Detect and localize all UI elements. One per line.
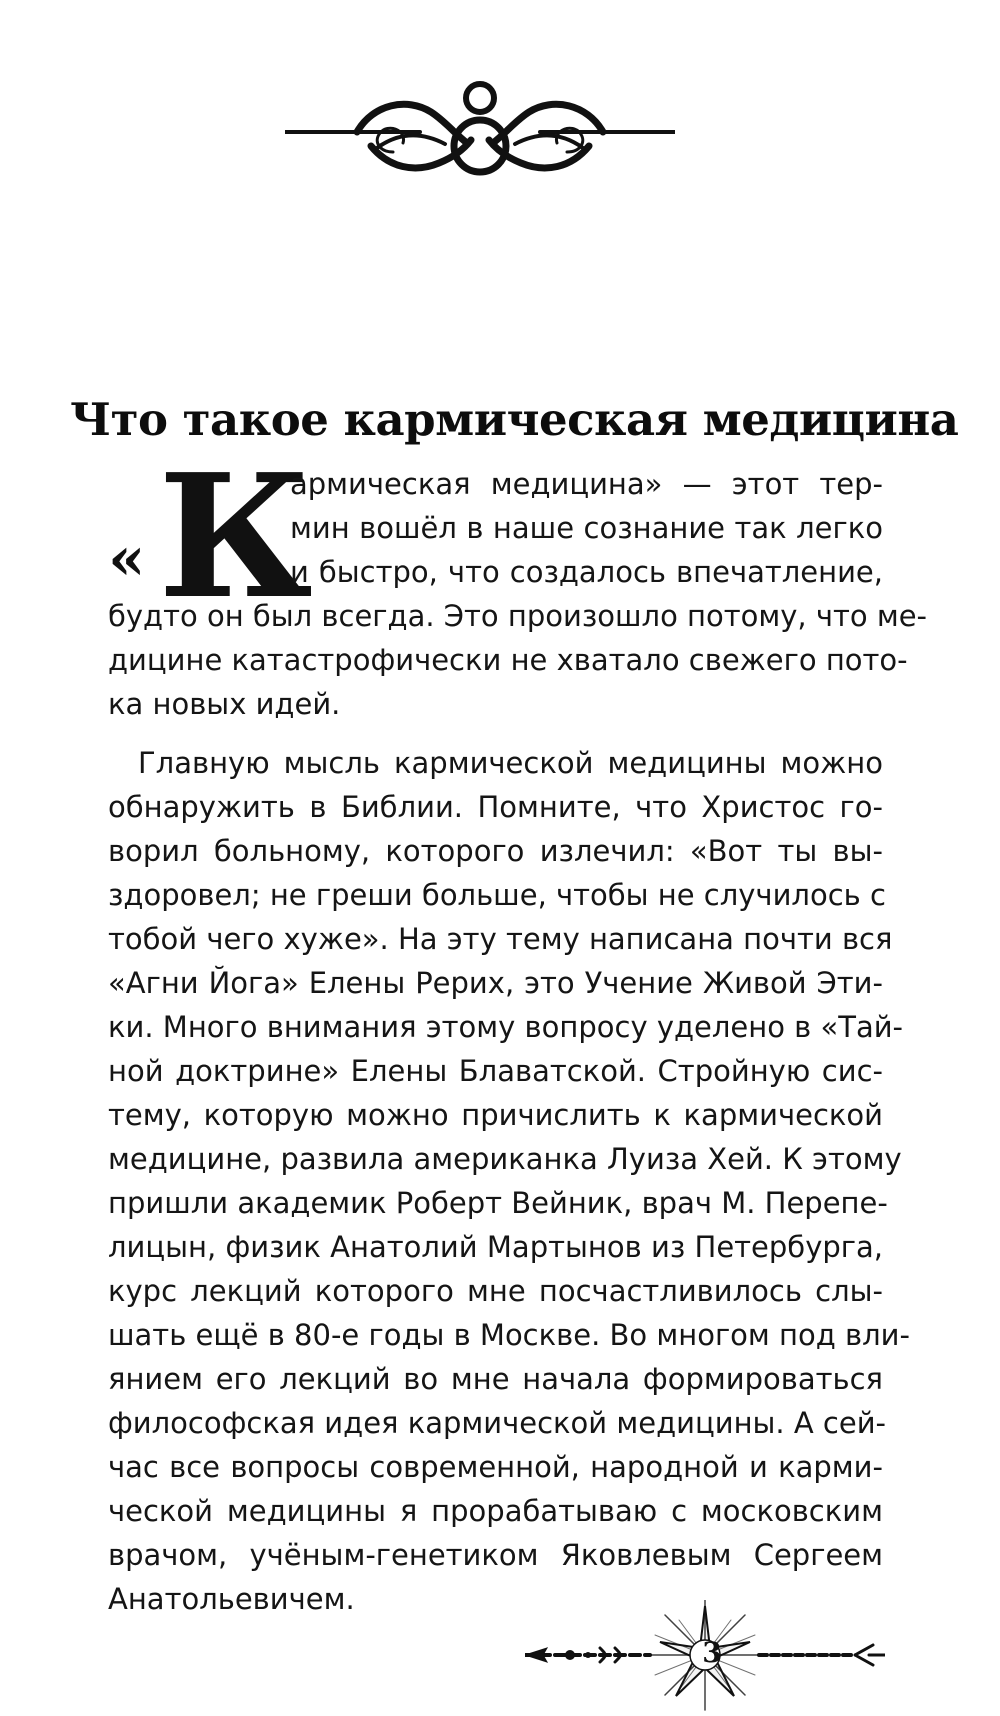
body-line: будто он был всегда. Это произошло потому, что ме- [108,599,928,633]
body-line: мин вошёл в наше сознание так легко [290,511,883,545]
body-line: час все вопросы современной, народной и карми- [108,1450,883,1484]
body-line: курс лекций которого мне посчастливилось слы- [108,1274,883,1308]
body-line: пришли академик Роберт Вейник, врач М. Перепе- [108,1186,888,1220]
body-line: шать ещё в 80-е годы в Москве. Во многом под вли- [108,1318,910,1352]
body-line: дицине катастрофически не хватало свежего пото- [108,643,908,677]
opening-quote: « [108,524,146,594]
drop-cap [108,437,313,637]
body-line: обнаружить в Библии. Помните, что Христос го- [108,790,883,824]
page-title: Что такое кармическая медицина [70,393,959,446]
page-number: 3 [702,1636,722,1669]
body-line: Анатольевичем. [108,1582,355,1616]
body-line: ческой медицины я прорабатываю с московским [108,1494,883,1528]
body-line: янием его лекций во мне начала формироваться [108,1362,883,1396]
body-line: ной доктрине» Елены Блаватской. Стройную сис- [108,1054,883,1088]
body-line: здоровел; не греши больше, чтобы не случилось с [108,878,886,912]
body-line: ка новых идей. [108,687,341,721]
drop-cap-letter: К [158,437,313,637]
body-line: ки. Много внимания этому вопросу уделено в «Тай- [108,1010,904,1044]
body-line: и быстро, что создалось впечатление, [290,555,883,589]
body-line: философская идея кармической медицины. А сей- [108,1406,887,1440]
body-line: армическая медицина» — этот тер- [290,467,883,501]
body-line: врачом, учёным-генетиком Яковлевым Сергеем [108,1538,883,1572]
body-line: лицын, физик Анатолий Мартынов из Петербурга, [108,1230,883,1264]
flourish-divider-icon [285,70,675,190]
body-line: «Агни Йога» Елены Рерих, это Учение Живой Эти- [108,966,883,1000]
body-line: ворил больному, которого излечил: «Вот ты вы- [108,834,883,868]
body-line: тему, которую можно причислить к кармической [108,1098,883,1132]
body-line: Главную мысль кармической медицины можно [138,746,883,780]
body-line: тобой чего хуже». На эту тему написана почти вся [108,922,893,956]
body-line: медицине, развила американка Луиза Хей. К этому [108,1142,902,1176]
